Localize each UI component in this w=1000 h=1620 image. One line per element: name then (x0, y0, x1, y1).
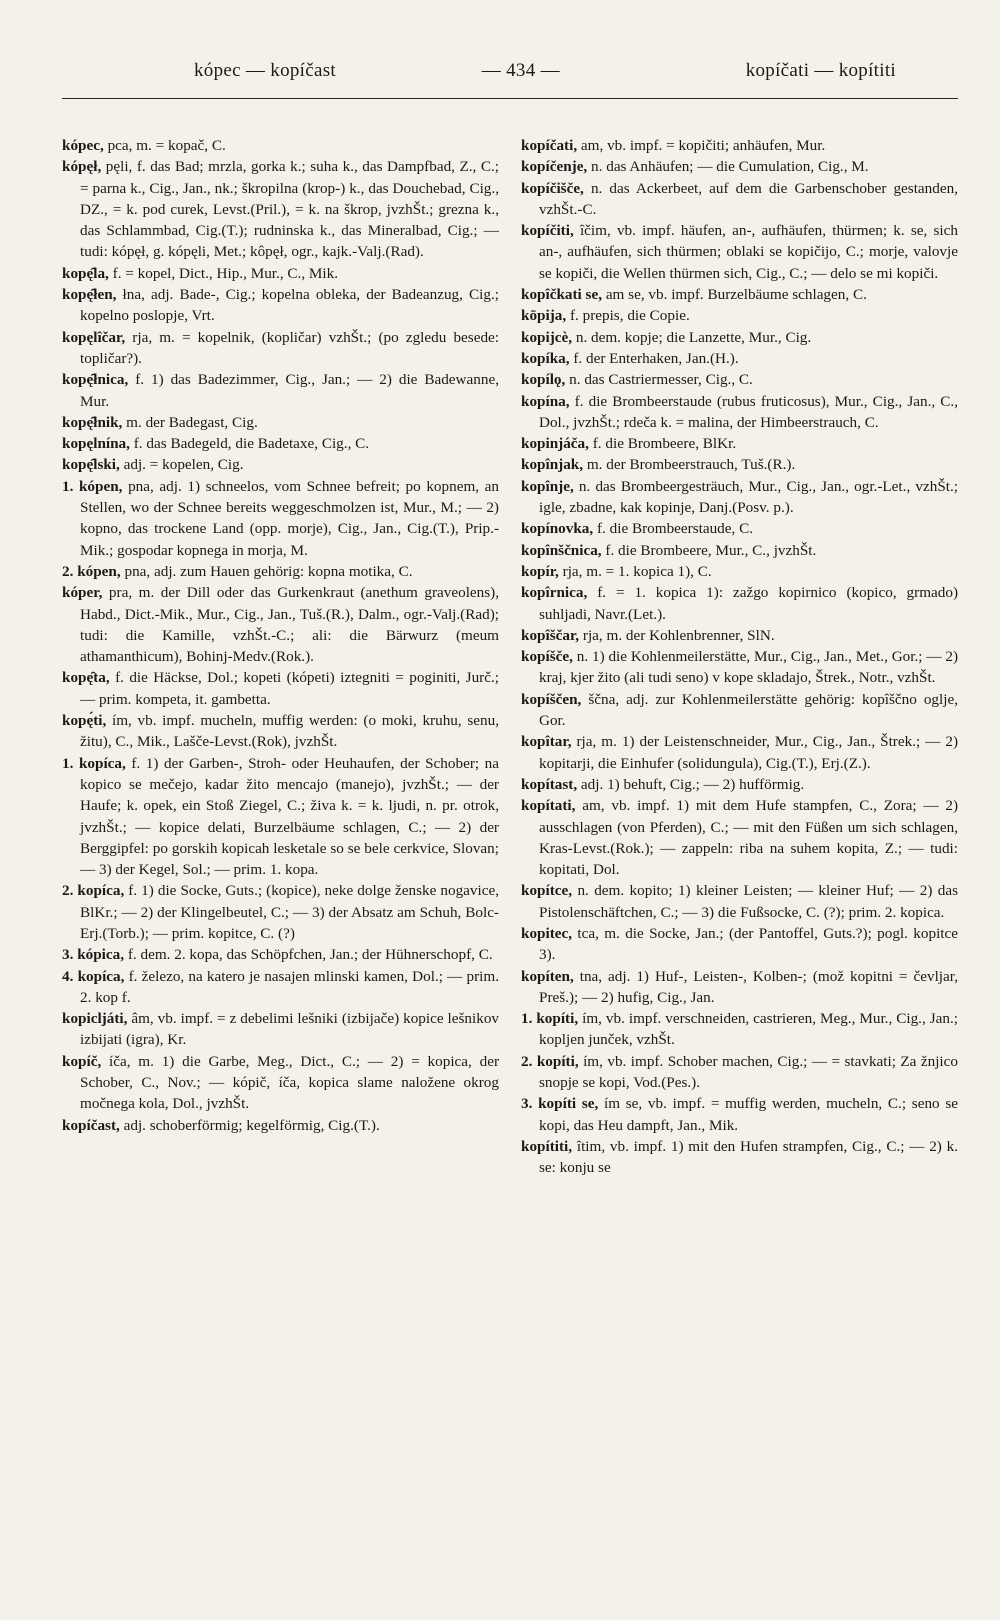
entry-headword: kopicljáti, (62, 1010, 128, 1028)
entry-headword: kopę̑łnica, (62, 371, 129, 389)
dictionary-entry (521, 582, 958, 625)
header-left-guide-words: kópec — kopíčast (194, 60, 336, 81)
dictionary-entry (62, 1008, 499, 1051)
entry-text: f. die Brombeere, Mur., C., jvzhŠt. (605, 541, 817, 559)
entry-headword: kopíten, (521, 967, 574, 985)
entry-headword: kopîrnica, (521, 584, 588, 602)
entry-text: n. 1) die Kohlenmeilerstätte, Mur., Cig., Jan., Met., Gor.; — 2) kraj, kjer žito (ali tudi seno) v kope skladajo, Štrek., Notr., vzhŠt. (539, 648, 958, 687)
entry-headword: kopînščnica, (521, 541, 602, 559)
entry-headword: 3. kopíti se, (521, 1095, 599, 1113)
dictionary-entry (62, 753, 499, 881)
entry-text: ščna, adj. zur Kohlenmeilerstätte gehörig: kopîščno oglje, Gor. (539, 690, 958, 730)
dictionary-entry (62, 433, 499, 454)
entry-text: pna, adj. 1) schneelos, vom Schnee befreit; po kopnem, an Stellen, wo der Schnee bereits weggeschmolzen ist, Mur., M.; — 2) kopno, das trockene Land (opp. morje), Cig., Jan., Cig.(T.), Prip.-Mik.; gospodar kopnega in morja, M. (80, 477, 499, 559)
entry-text: pra, m. der Dill oder das Gurkenkraut (anethum graveolens), Habd., Dict.-Mik., Mur., Cig., Jan., Tuš.(R.), Dalm., ogr.-Valj.(Rad); tudi: die Kamille, vzhŠt.-C.; ali: die Bärwurz (meum athamanthicum), Bohinj-Medv.(Rok.). (80, 584, 500, 666)
entry-headword: kopinjáča, (521, 435, 589, 453)
page-number: — 434 — (481, 60, 560, 81)
entry-text: ím se, vb. impf. = muffig werden, mucheln, C.; seno se kopi, das Heu dampft, Jan., Mik. (539, 1095, 959, 1134)
entry-headword: kopíčenje, (521, 158, 588, 176)
dictionary-entry (521, 135, 958, 156)
entry-headword: 2. kopíca, (62, 882, 125, 900)
dictionary-entry (521, 689, 958, 732)
entry-headword: kopę̑ta, (62, 669, 110, 687)
dictionary-entry (521, 305, 958, 326)
entry-text: f. 1) das Badezimmer, Cig., Jan.; — 2) die Badewanne, Mur. (80, 371, 499, 410)
dictionary-entry (521, 966, 958, 1009)
entry-text: ím, vb. impf. Schober machen, Cig.; — = stavkati; Za žnjico snopje se kopi, Vod.(Pes.). (539, 1052, 958, 1092)
entry-text: am, vb. impf. 1) mit dem Hufe stampfen, C., Zora; — 2) ausschlagen (von Pferden), C.; — mit den Füßen um sich schlagen, Kras-Levst.(Rok.); — zappeln: riba na suhem kopita, Z.; — tudi: kopitati, Dol. (539, 797, 959, 879)
dictionary-entry (521, 476, 958, 519)
entry-text: pna, adj. zum Hauen gehörig: kopna motika, C. (124, 562, 413, 580)
entry-text: f. = 1. kopica 1): zažgo kopirnico (kopico, grmado) suhljadi, Navr.(Let.). (539, 584, 959, 623)
columns (62, 135, 958, 1179)
entry-text: f. 1) die Socke, Guts.; (kopice), neke dolge ženske nogavice, BlKr.; — 2) der Klingelbeutel, C.; — 3) der Absatz am Schuh, Bolc-Erj.(Torb.); — prim. kopitce, C. (?) (80, 882, 499, 942)
dictionary-entry (521, 433, 958, 454)
entry-text: f. das Badegeld, die Badetaxe, Cig., C. (133, 435, 370, 453)
entry-headword: kopír, (521, 562, 559, 580)
dictionary-entry (521, 646, 958, 689)
entry-headword: kopítast, (521, 775, 578, 793)
dictionary-entry (62, 263, 499, 284)
entry-headword: kopîščar, (521, 626, 580, 644)
dictionary-entry (62, 476, 499, 561)
dictionary-entry (62, 561, 499, 582)
dictionary-entry (521, 518, 958, 539)
entry-headword: kopíčati, (521, 137, 578, 154)
entry-headword: kopę́ti, (62, 712, 107, 730)
entry-headword: kópęł, (62, 158, 102, 176)
dictionary-entry (521, 369, 958, 390)
entry-headword: kopę̑łnik, (62, 413, 123, 431)
entry-text: pca, m. = kopač, C. (107, 137, 226, 154)
entry-text: tna, adj. 1) Huf-, Leisten-, Kolben-; (mož kopitni = čevljar, Preš.); — 2) hufig, Cig., Jan. (539, 967, 959, 1006)
entry-headword: 2. kópen, (62, 562, 121, 580)
dictionary-entry (62, 135, 499, 156)
entry-text: f. = kopel, Dict., Hip., Mur., C., Mik. (112, 264, 339, 282)
entry-text: f. die Brombeerstaude, C. (596, 520, 754, 538)
dictionary-entry (521, 1093, 958, 1136)
dictionary-entry (521, 156, 958, 177)
dictionary-entry (521, 795, 958, 880)
entry-text: rja, m. der Kohlenbrenner, SlN. (582, 626, 775, 644)
entry-headword: kopíščen, (521, 690, 582, 708)
dictionary-entry (521, 391, 958, 434)
page-header (62, 60, 958, 82)
entry-headword: kopînjak, (521, 456, 584, 474)
entry-headword: kopíka, (521, 349, 570, 367)
entry-text: f. železo, na katero je nasajen mlinski kamen, Dol.; — prim. 2. kop f. (80, 967, 499, 1006)
entry-headword: 1. kópen, (62, 477, 123, 495)
entry-headword: kopíčast, (62, 1116, 120, 1134)
dictionary-entry (521, 327, 958, 348)
dictionary-entry (521, 1008, 958, 1051)
entry-text: m. der Badegast, Cig. (126, 413, 258, 431)
entry-text: tca, m. die Socke, Jan.; (der Pantoffel, Guts.?); pogl. kopitce 3). (539, 924, 958, 964)
entry-headword: kópec, (62, 137, 104, 154)
entry-text: n. das Castriermesser, Cig., C. (569, 371, 753, 389)
entry-text: adj. = kopelen, Cig. (123, 456, 244, 474)
dictionary-entry (62, 880, 499, 944)
entry-headword: kopínovka, (521, 520, 594, 538)
entry-text: f. 1) der Garben-, Stroh- oder Heuhaufen, der Schober; na kopico se mečejo, kadar žito mencajo (manejo), jvzhŠt.; — der Haufe; k. opek, ein Stoß Ziegel, C.; živa k. = k. ljudi, n. pr. otrok, jvzhŠt.; — kopice delati, Burzelbäume schlagen, C.; — 2) der Berggipfel: po gorskih kopicah lesketale so se bele cerkvice, Slovan; — 3) der Kegel, Sol.; — prim. 1. kopa. (80, 754, 499, 879)
right-column (521, 135, 958, 1179)
dictionary-entry (62, 412, 499, 433)
dictionary-entry (62, 667, 499, 710)
dictionary-entry (521, 1136, 958, 1179)
entry-headword: kopę̑la, (62, 264, 109, 282)
dictionary-entry (521, 561, 958, 582)
entry-text: rja, m. 1) der Leistenschneider, Mur., Cig., Jan., Štrek.; — 2) kopitarji, die Einhufer (solidungula), Cig.(T.), Erj.(Z.). (539, 733, 958, 772)
entry-text: łna, adj. Bade-, Cig.; kopelna obleka, der Badeanzug, Cig.; kopelno poslopje, Vrt. (80, 286, 500, 325)
entry-text: am se, vb. impf. Burzelbäume schlagen, C. (605, 286, 867, 304)
dictionary-entry (521, 923, 958, 966)
entry-text: f. die Brombeerstaude (rubus fruticosus), Mur., Cig., Jan., C., Dol., jvzhŠt.; rdeča k. = malina, der Himbeerstrauch, C. (539, 392, 958, 431)
entry-headword: 3. kópica, (62, 946, 125, 964)
entry-text: îtim, vb. impf. 1) mit den Hufen strampfen, Cig., C.; — 2) k. se: konju se (539, 1137, 959, 1177)
entry-headword: 4. kopíca, (62, 967, 125, 985)
entry-text: adj. 1) behuft, Cig.; — 2) hufförmig. (580, 775, 805, 793)
dictionary-entry (62, 710, 499, 753)
entry-text: f. die Brombeere, BlKr. (592, 435, 737, 453)
entry-headword: kopînje, (521, 477, 574, 495)
entry-text: n. das Brombeergesträuch, Mur., Cig., Jan., ogr.-Let., vzhŠt.; igle, zbadne, kak kopinje, Danj.(Posv. p.). (539, 477, 958, 517)
entry-headword: kopíčišče, (521, 179, 584, 197)
entry-headword: kopîtar, (521, 733, 572, 751)
dictionary-entry (62, 156, 499, 262)
dictionary-entry (62, 1051, 499, 1115)
entry-headword: 1. kopíti, (521, 1010, 579, 1028)
dictionary-entry (521, 540, 958, 561)
entry-text: ím, vb. impf. verschneiden, castrieren, Meg., Mur., Cig., Jan.; kopljen junček, vzhŠt. (539, 1010, 958, 1049)
entry-text: f. die Häckse, Dol.; kopeti (kópeti) iztegniti = poginiti, Jurč.; — prim. kompeta, it. gambetta. (80, 669, 499, 708)
dictionary-entry (62, 454, 499, 475)
entry-text: pęli, f. das Bad; mrzla, gorka k.; suha k., das Dampfbad, Z., C.; = parna k., Cig., Jan., nk.; škropilna (krop-) k., das Douchebad, Cig., DZ., = k. pod curek, Levst.(Pril.), = k. na škrop, jvzhŠt.; grezna k., das Schlammbad, Cig.(T.); rudninska k., das Mineralbad, Cig.; — tudi: kópęł, g. kópęli, Met.; kôpęł, ogr., kajk.-Valj.(Rad). (80, 158, 499, 261)
entry-text: n. dem. kopje; die Lanzette, Mur., Cig. (575, 328, 812, 346)
header-right-guide-words: kopíčati — kopítiti (745, 60, 896, 81)
dictionary-entry (521, 220, 958, 284)
entry-headword: kopítce, (521, 882, 573, 900)
dictionary-entry (521, 284, 958, 305)
entry-text: f. dem. 2. kopa, das Schöpfchen, Jan.; der Hühnerschopf, C. (127, 946, 493, 964)
dictionary-entry (62, 284, 499, 327)
entry-text: âm, vb. impf. = z debelimi lešniki (izbijače) kopice lešnikov izbijati (igra), Kr. (80, 1010, 500, 1049)
entry-headword: kopítiti, (521, 1137, 573, 1155)
entry-headword: kopíčiti, (521, 222, 574, 240)
entry-headword: kopítati, (521, 797, 576, 815)
entry-headword: kóper, (62, 584, 103, 602)
dictionary-entry (62, 369, 499, 412)
entry-text: adj. schoberförmig; kegelförmig, Cig.(T.). (123, 1116, 380, 1134)
dictionary-entry (62, 327, 499, 370)
dictionary-entry (521, 348, 958, 369)
entry-text: íča, m. 1) die Garbe, Meg., Dict., C.; — 2) = kopica, der Schober, C., Nov.; — kópič, íča, kopica slame naložene okrog močnega kola, Dol., jvzhŠt. (80, 1052, 500, 1113)
entry-headword: 2. kopíti, (521, 1052, 579, 1070)
entry-text: rja, m. = kopelnik, (kopličar) vzhŠt.; (po zgledu besede: topličar?). (80, 328, 500, 367)
entry-headword: 1. kopíca, (62, 754, 126, 772)
dictionary-entry (521, 625, 958, 646)
dictionary-entry (62, 944, 499, 965)
entry-headword: kopína, (521, 392, 570, 410)
entry-text: f. prepis, die Copie. (569, 307, 690, 325)
entry-text: îčim, vb. impf. häufen, an-, aufhäufen, thürmen; k. se, sich an-, aufhäufen, sich thürmen; oblaki se kopičijo, C.; morje, valovje se kopiči, die Wellen thürmen sich, Cig., C.; — delo se mi kopiči. (539, 222, 958, 282)
entry-headword: kopîčkati se, (521, 286, 603, 304)
entry-headword: kopíšče, (521, 648, 573, 666)
entry-headword: kopęlîčar, (62, 328, 126, 346)
dictionary-entry (521, 178, 958, 221)
dictionary-entry (62, 966, 499, 1009)
entry-text: n. das Ackerbeet, auf dem die Garbenschober gestanden, vzhŠt.-C. (539, 179, 958, 218)
dictionary-entry (62, 1115, 499, 1136)
dictionary-entry (62, 582, 499, 667)
entry-headword: kōpija, (521, 307, 567, 325)
entry-headword: kopę̑lski, (62, 456, 120, 474)
dictionary-entry (521, 731, 958, 774)
entry-headword: kopitec, (521, 924, 573, 942)
entry-headword: kopijcè, (521, 328, 573, 346)
entry-headword: kopę̑łen, (62, 286, 117, 304)
entry-headword: kopílǫ, (521, 371, 566, 389)
entry-text: ím, vb. impf. mucheln, muffig werden: (o moki, kruhu, senu, žitu), C., Mik., Lašče-Levst.(Rok), jvzhŠt. (80, 712, 500, 751)
entry-text: m. der Brombeerstrauch, Tuš.(R.). (586, 456, 796, 474)
header-rule (62, 98, 958, 99)
left-column (62, 135, 499, 1179)
dictionary-entry (521, 880, 958, 923)
entry-headword: kopíč, (62, 1052, 102, 1070)
dictionary-entry (521, 454, 958, 475)
entry-headword: kopęlnína, (62, 435, 130, 453)
entry-text: am, vb. impf. = kopičiti; anhäufen, Mur. (580, 137, 826, 154)
entry-text: n. das Anhäufen; — die Cumulation, Cig., M. (591, 158, 869, 176)
entry-text: rja, m. = 1. kopica 1), C. (562, 562, 712, 580)
dictionary-entry (521, 774, 958, 795)
entry-text: f. der Enterhaken, Jan.(H.). (573, 349, 739, 367)
entry-text: n. dem. kopito; 1) kleiner Leisten; — kleiner Huf; — 2) das Pistolenschäftchen, C.; — 3) die Fußsocke, C. (?); prim. 2. kopica. (539, 882, 959, 921)
dictionary-entry (521, 1051, 958, 1094)
